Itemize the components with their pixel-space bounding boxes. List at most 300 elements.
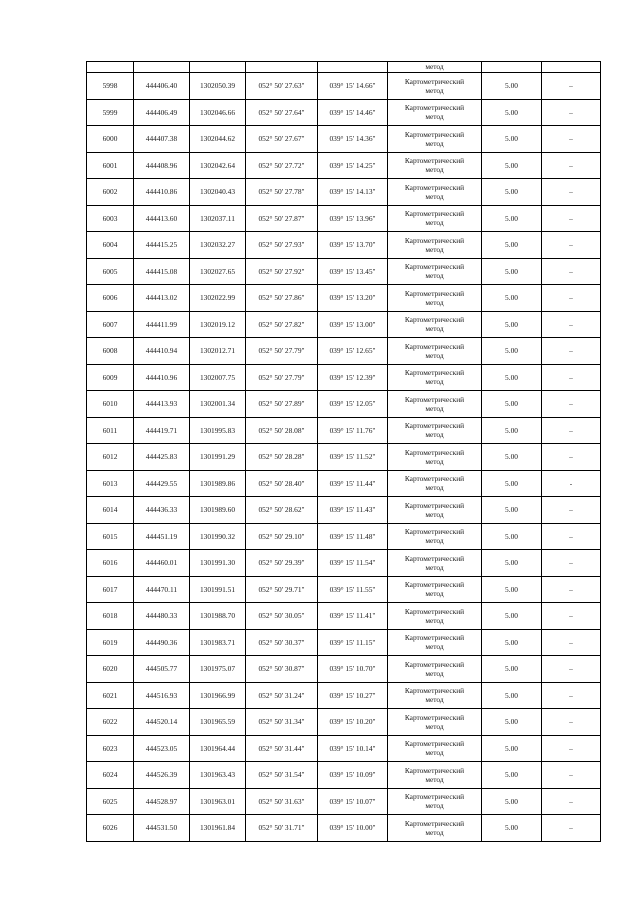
method-line-2: метод xyxy=(425,165,444,175)
cell-point-number: 6011 xyxy=(87,417,134,444)
cell-note: – xyxy=(542,815,601,842)
table-row xyxy=(87,470,601,497)
cell-latitude: 052° 50' 28.28" xyxy=(246,444,318,471)
table-body xyxy=(87,62,601,842)
method-line-2: метод xyxy=(425,774,444,784)
cell-accuracy: 5.00 xyxy=(482,258,542,285)
cell-longitude: 039° 15' 10.20" xyxy=(318,709,388,736)
cell-method xyxy=(388,576,482,603)
method-line-2: метод xyxy=(425,297,444,307)
cell-y: 1302042.64 xyxy=(190,152,246,179)
cell-method xyxy=(388,311,482,338)
cell-note: – xyxy=(542,523,601,550)
cell-point-number: 6018 xyxy=(87,603,134,630)
cell-y: 1302037.11 xyxy=(190,205,246,232)
cell-note: – xyxy=(542,364,601,391)
cell-x: 444480.33 xyxy=(134,603,190,630)
cell-x: 444410.86 xyxy=(134,179,190,206)
table-row xyxy=(87,762,601,789)
cell-note: – xyxy=(542,99,601,126)
table-row xyxy=(87,126,601,153)
cell-y: 1301983.71 xyxy=(190,629,246,656)
cell-note: – xyxy=(542,576,601,603)
cell-longitude: 039° 15' 12.65" xyxy=(318,338,388,365)
method-line-1: Картометрический xyxy=(404,182,465,192)
method-line-1: Картометрический xyxy=(404,262,465,272)
method-line-1: Картометрический xyxy=(404,500,465,510)
cell-note: – xyxy=(542,391,601,418)
cell-latitude: 052° 50' 27.64" xyxy=(246,99,318,126)
cell-accuracy: 5.00 xyxy=(482,656,542,683)
cell-accuracy: 5.00 xyxy=(482,391,542,418)
cell-accuracy: 5.00 xyxy=(482,205,542,232)
method-line-1: Картометрический xyxy=(404,580,465,590)
method-line-2: метод xyxy=(425,615,444,625)
cell-note: – xyxy=(542,338,601,365)
cell-longitude: 039° 15' 11.54" xyxy=(318,550,388,577)
cell-y: 1302040.43 xyxy=(190,179,246,206)
table-row xyxy=(87,73,601,100)
cell-longitude: 039° 15' 10.27" xyxy=(318,682,388,709)
method-line-2: метод xyxy=(425,562,444,572)
cell-y: 1301961.84 xyxy=(190,815,246,842)
cell-note: – xyxy=(542,126,601,153)
cell-latitude: 052° 50' 31.54" xyxy=(246,762,318,789)
cell-method xyxy=(388,709,482,736)
cell-method xyxy=(388,682,482,709)
cell-method xyxy=(388,497,482,524)
cell-accuracy: 5.00 xyxy=(482,179,542,206)
table-row xyxy=(87,152,601,179)
cell-longitude: 039° 15' 12.05" xyxy=(318,391,388,418)
cell-latitude: 052° 50' 30.05" xyxy=(246,603,318,630)
cell-latitude: 052° 50' 27.93" xyxy=(246,232,318,259)
cell-method xyxy=(388,364,482,391)
method-line-1: Картометрический xyxy=(404,633,465,643)
table-row xyxy=(87,603,601,630)
method-line-1: Картометрический xyxy=(404,103,465,113)
cell-longitude: 039° 15' 14.46" xyxy=(318,99,388,126)
cell-note: – xyxy=(542,497,601,524)
method-line-2: метод xyxy=(425,85,444,95)
cell-point-number: 6017 xyxy=(87,576,134,603)
cell-accuracy: 5.00 xyxy=(482,364,542,391)
cell-method xyxy=(388,656,482,683)
cell-accuracy: 5.00 xyxy=(482,497,542,524)
method-line-2: метод xyxy=(425,430,444,440)
method-line-2: метод xyxy=(425,801,444,811)
cell-point-number: 6010 xyxy=(87,391,134,418)
cell-note: – xyxy=(542,152,601,179)
method-line-1: Картометрический xyxy=(404,606,465,616)
cell-accuracy: 5.00 xyxy=(482,126,542,153)
table-row xyxy=(87,497,601,524)
cell-longitude: 039° 15' 13.70" xyxy=(318,232,388,259)
table-row xyxy=(87,523,601,550)
cell-y: 1301966.99 xyxy=(190,682,246,709)
cell-note: – xyxy=(542,232,601,259)
cell-point-number: 6016 xyxy=(87,550,134,577)
cell-longitude: 039° 15' 10.00" xyxy=(318,815,388,842)
cell-longitude: 039° 15' 14.25" xyxy=(318,152,388,179)
cell-latitude: 052° 50' 27.92" xyxy=(246,258,318,285)
cell-longitude: 039° 15' 11.48" xyxy=(318,523,388,550)
method-line-1: Картометрический xyxy=(404,341,465,351)
cell-accuracy: 5.00 xyxy=(482,788,542,815)
method-line-2: метод xyxy=(425,244,444,254)
cell-point-number: 6013 xyxy=(87,470,134,497)
cell-x: 444528.97 xyxy=(134,788,190,815)
cell-note: – xyxy=(542,311,601,338)
cell-accuracy: 5.00 xyxy=(482,709,542,736)
method-line-2: метод xyxy=(425,403,444,413)
cell-y: 1302001.34 xyxy=(190,391,246,418)
cell-longitude: 039° 15' 11.76" xyxy=(318,417,388,444)
method-line-2: метод xyxy=(425,191,444,201)
cell-latitude: 052° 50' 28.08" xyxy=(246,417,318,444)
cell-accuracy: 5.00 xyxy=(482,338,542,365)
method-line-2: метод xyxy=(425,112,444,122)
cell-method xyxy=(388,152,482,179)
table-row xyxy=(87,550,601,577)
cell-method xyxy=(388,417,482,444)
cell-x: 444436.33 xyxy=(134,497,190,524)
cell-y: 1301990.32 xyxy=(190,523,246,550)
method-line-2: метод xyxy=(425,324,444,334)
cell-y: 1302032.27 xyxy=(190,232,246,259)
method-line-1: Картометрический xyxy=(404,235,465,245)
cell-accuracy: 5.00 xyxy=(482,682,542,709)
cell-y: 1301995.83 xyxy=(190,417,246,444)
cell-method xyxy=(388,258,482,285)
cell-point-number: 6007 xyxy=(87,311,134,338)
method-line-1: Картометрический xyxy=(404,394,465,404)
table-row xyxy=(87,656,601,683)
cell-note: – xyxy=(542,73,601,100)
method-line-2: метод xyxy=(425,271,444,281)
cell-point-number: 6025 xyxy=(87,788,134,815)
cell-x: 444410.94 xyxy=(134,338,190,365)
cell-latitude: 052° 50' 29.71" xyxy=(246,576,318,603)
cell-x: 444531.50 xyxy=(134,815,190,842)
cell-accuracy: 5.00 xyxy=(482,815,542,842)
cell-point-number: 6021 xyxy=(87,682,134,709)
cell-method xyxy=(388,232,482,259)
cell-latitude: 052° 50' 27.82" xyxy=(246,311,318,338)
cell-y: 1302012.71 xyxy=(190,338,246,365)
cell-note: – xyxy=(542,205,601,232)
cell-method xyxy=(388,550,482,577)
table-row xyxy=(87,576,601,603)
cell-accuracy: 5.00 xyxy=(482,576,542,603)
table-row xyxy=(87,179,601,206)
table-row xyxy=(87,815,601,842)
table-row xyxy=(87,258,601,285)
cell-longitude: 039° 15' 11.52" xyxy=(318,444,388,471)
method-line-2: метод xyxy=(425,138,444,148)
cell-point-number: 6004 xyxy=(87,232,134,259)
cell-longitude: 039° 15' 14.13" xyxy=(318,179,388,206)
cell-latitude: 052° 50' 28.62" xyxy=(246,497,318,524)
cell-longitude: 039° 15' 13.00" xyxy=(318,311,388,338)
cell-latitude: 052° 50' 31.71" xyxy=(246,815,318,842)
cell-y: 1301991.30 xyxy=(190,550,246,577)
cell-point-number: 6014 xyxy=(87,497,134,524)
cell-accuracy: 5.00 xyxy=(482,73,542,100)
cell-method xyxy=(388,735,482,762)
table-row xyxy=(87,629,601,656)
cell-point-number: 6008 xyxy=(87,338,134,365)
table-row-continued xyxy=(87,62,601,73)
cell-note: – xyxy=(542,550,601,577)
method-line-2: метод xyxy=(425,642,444,652)
method-line-1: Картометрический xyxy=(404,76,465,86)
cell-y: 1302019.12 xyxy=(190,311,246,338)
cell-point-number: 6012 xyxy=(87,444,134,471)
table-row xyxy=(87,232,601,259)
cell-x: 444413.93 xyxy=(134,391,190,418)
cell-x: 444460.01 xyxy=(134,550,190,577)
method-line-1: Картометрический xyxy=(404,209,465,219)
cell-accuracy: 5.00 xyxy=(482,523,542,550)
cell-y: 1302050.39 xyxy=(190,73,246,100)
cell-method xyxy=(388,762,482,789)
cell-point-number: 6001 xyxy=(87,152,134,179)
method-line-1: Картометрический xyxy=(404,553,465,563)
cell-longitude: 039° 15' 10.09" xyxy=(318,762,388,789)
cell-method xyxy=(388,179,482,206)
cell-accuracy: 5.00 xyxy=(482,629,542,656)
method-line-2: метод xyxy=(425,827,444,837)
cell-latitude: 052° 50' 29.10" xyxy=(246,523,318,550)
method-line-2: метод xyxy=(425,721,444,731)
table-row xyxy=(87,338,601,365)
cell-longitude: 039° 15' 13.20" xyxy=(318,285,388,312)
cell-latitude: 052° 50' 27.78" xyxy=(246,179,318,206)
cell-latitude: 052° 50' 28.40" xyxy=(246,470,318,497)
method-line-2: метод xyxy=(425,350,444,360)
cell-y: 1301964.44 xyxy=(190,735,246,762)
cell-x: 444411.99 xyxy=(134,311,190,338)
cell-point-number: 6026 xyxy=(87,815,134,842)
cell-point-number: 6020 xyxy=(87,656,134,683)
method-line-1: Картометрический xyxy=(404,129,465,139)
cell-y: 1301988.70 xyxy=(190,603,246,630)
cell-method xyxy=(388,523,482,550)
method-line-1: Картометрический xyxy=(404,818,465,828)
cell-latitude: 052° 50' 27.86" xyxy=(246,285,318,312)
cell-point-number: 6009 xyxy=(87,364,134,391)
method-line-2: метод xyxy=(425,218,444,228)
cell-point-number: 6003 xyxy=(87,205,134,232)
cell-point-number: 6002 xyxy=(87,179,134,206)
cell-latitude: 052° 50' 27.79" xyxy=(246,364,318,391)
cell-accuracy: 5.00 xyxy=(482,470,542,497)
cell-note: – xyxy=(542,788,601,815)
cell-method xyxy=(388,629,482,656)
table-row xyxy=(87,735,601,762)
cell-latitude: 052° 50' 27.89" xyxy=(246,391,318,418)
cell-method xyxy=(388,126,482,153)
cell-x: 444415.25 xyxy=(134,232,190,259)
cell-point-number xyxy=(87,62,134,73)
cell-y xyxy=(190,62,246,73)
method-line-1: Картометрический xyxy=(404,474,465,484)
cell-method xyxy=(388,338,482,365)
cell-accuracy: 5.00 xyxy=(482,232,542,259)
method-line-2: метод xyxy=(425,509,444,519)
method-line-2: метод xyxy=(425,456,444,466)
cell-method xyxy=(388,470,482,497)
cell-y: 1301963.43 xyxy=(190,762,246,789)
cell-latitude: 052° 50' 31.34" xyxy=(246,709,318,736)
cell-x xyxy=(134,62,190,73)
cell-longitude: 039° 15' 11.15" xyxy=(318,629,388,656)
cell-longitude: 039° 15' 13.96" xyxy=(318,205,388,232)
cell-method xyxy=(388,815,482,842)
table-row xyxy=(87,682,601,709)
cell-y: 1302007.75 xyxy=(190,364,246,391)
method-line-1: Картометрический xyxy=(404,659,465,669)
cell-method xyxy=(388,62,482,73)
cell-longitude xyxy=(318,62,388,73)
method-line-1: Картометрический xyxy=(404,156,465,166)
table-row xyxy=(87,205,601,232)
cell-note: – xyxy=(542,762,601,789)
cell-accuracy: 5.00 xyxy=(482,603,542,630)
cell-method xyxy=(388,444,482,471)
cell-accuracy: 5.00 xyxy=(482,285,542,312)
cell-y: 1302027.65 xyxy=(190,258,246,285)
cell-point-number: 6000 xyxy=(87,126,134,153)
cell-method xyxy=(388,788,482,815)
cell-longitude: 039° 15' 13.45" xyxy=(318,258,388,285)
method-line-2: метод xyxy=(425,695,444,705)
cell-longitude: 039° 15' 11.43" xyxy=(318,497,388,524)
cell-point-number: 5998 xyxy=(87,73,134,100)
cell-accuracy xyxy=(482,62,542,73)
method-line-2: метод xyxy=(425,377,444,387)
cell-note: – xyxy=(542,258,601,285)
cell-note: – xyxy=(542,709,601,736)
cell-x: 444505.77 xyxy=(134,656,190,683)
cell-point-number: 6023 xyxy=(87,735,134,762)
cell-method xyxy=(388,285,482,312)
method-line-2: метод xyxy=(425,748,444,758)
cell-x: 444406.49 xyxy=(134,99,190,126)
cell-note: – xyxy=(542,629,601,656)
cell-point-number: 6006 xyxy=(87,285,134,312)
cell-x: 444429.55 xyxy=(134,470,190,497)
cell-latitude xyxy=(246,62,318,73)
cell-note: – xyxy=(542,682,601,709)
cell-longitude: 039° 15' 10.70" xyxy=(318,656,388,683)
method-line-1: Картометрический xyxy=(404,421,465,431)
cell-note: – xyxy=(542,735,601,762)
cell-latitude: 052° 50' 27.72" xyxy=(246,152,318,179)
cell-latitude: 052° 50' 27.63" xyxy=(246,73,318,100)
method-line-2: метод xyxy=(425,668,444,678)
cell-longitude: 039° 15' 11.41" xyxy=(318,603,388,630)
cell-x: 444520.14 xyxy=(134,709,190,736)
cell-point-number: 5999 xyxy=(87,99,134,126)
table-row xyxy=(87,285,601,312)
table-row xyxy=(87,709,601,736)
cell-longitude: 039° 15' 14.36" xyxy=(318,126,388,153)
cell-y: 1301991.51 xyxy=(190,576,246,603)
cell-x: 444408.96 xyxy=(134,152,190,179)
cell-y: 1302044.62 xyxy=(190,126,246,153)
table-row xyxy=(87,444,601,471)
cell-x: 444490.36 xyxy=(134,629,190,656)
cell-note xyxy=(542,62,601,73)
cell-x: 444451.19 xyxy=(134,523,190,550)
cell-method xyxy=(388,99,482,126)
cell-latitude: 052° 50' 31.44" xyxy=(246,735,318,762)
cell-latitude: 052° 50' 27.67" xyxy=(246,126,318,153)
cell-latitude: 052° 50' 30.87" xyxy=(246,656,318,683)
cell-x: 444516.93 xyxy=(134,682,190,709)
cell-x: 444407.38 xyxy=(134,126,190,153)
table-row xyxy=(87,99,601,126)
cell-x: 444415.08 xyxy=(134,258,190,285)
method-line-1: Картометрический xyxy=(404,712,465,722)
cell-note: - xyxy=(542,470,601,497)
table-row xyxy=(87,417,601,444)
cell-accuracy: 5.00 xyxy=(482,444,542,471)
cell-note: – xyxy=(542,417,601,444)
cell-longitude: 039° 15' 11.55" xyxy=(318,576,388,603)
cell-accuracy: 5.00 xyxy=(482,99,542,126)
cell-y: 1302046.66 xyxy=(190,99,246,126)
coordinates-table xyxy=(86,61,601,842)
cell-latitude: 052° 50' 31.24" xyxy=(246,682,318,709)
cell-longitude: 039° 15' 10.14" xyxy=(318,735,388,762)
method-line-1: Картометрический xyxy=(404,447,465,457)
cell-note: – xyxy=(542,285,601,312)
method-line-1: Картометрический xyxy=(404,315,465,325)
cell-latitude: 052° 50' 27.79" xyxy=(246,338,318,365)
cell-latitude: 052° 50' 31.63" xyxy=(246,788,318,815)
cell-y: 1302022.99 xyxy=(190,285,246,312)
cell-point-number: 6024 xyxy=(87,762,134,789)
cell-method xyxy=(388,603,482,630)
cell-accuracy: 5.00 xyxy=(482,311,542,338)
method-line-1: Картометрический xyxy=(404,739,465,749)
table-row xyxy=(87,788,601,815)
cell-longitude: 039° 15' 11.44" xyxy=(318,470,388,497)
cell-x: 444410.96 xyxy=(134,364,190,391)
cell-x: 444406.40 xyxy=(134,73,190,100)
cell-x: 444425.83 xyxy=(134,444,190,471)
cell-accuracy: 5.00 xyxy=(482,152,542,179)
method-line-1: Картометрический xyxy=(404,368,465,378)
method-line-1: Картометрический xyxy=(404,765,465,775)
method-line-2: метод xyxy=(425,483,444,493)
cell-x: 444419.71 xyxy=(134,417,190,444)
cell-method xyxy=(388,73,482,100)
cell-method xyxy=(388,205,482,232)
cell-x: 444526.39 xyxy=(134,762,190,789)
cell-point-number: 6019 xyxy=(87,629,134,656)
method-line-1: Картометрический xyxy=(404,288,465,298)
cell-note: – xyxy=(542,179,601,206)
cell-y: 1301963.01 xyxy=(190,788,246,815)
cell-latitude: 052° 50' 30.37" xyxy=(246,629,318,656)
cell-y: 1301989.86 xyxy=(190,470,246,497)
table-row xyxy=(87,311,601,338)
cell-note: – xyxy=(542,656,601,683)
